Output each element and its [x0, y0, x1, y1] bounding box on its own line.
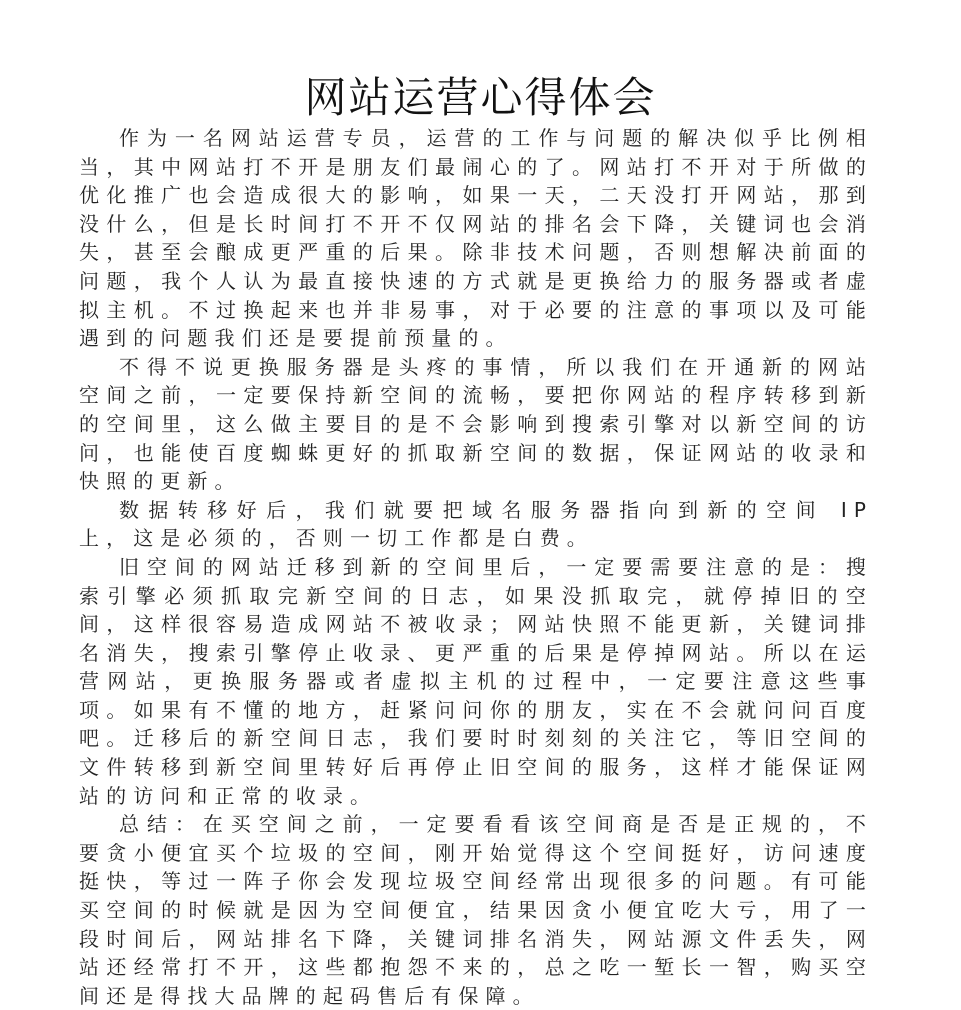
- paragraph-migration-notes: 旧空间的网站迁移到新的空间里后，一定要需要注意的是：搜索引擎必须抓取完新空间的日志，如果没抓取完，就停掉旧的空间，这样很容易造成网站不被收录；网站快照不能更新，关键词排名消失，搜索引擎停止收录、更严重的后果是停掉网站。所以在运营网站，更换服务器或者虚拟主机的过程中，一定要注意这些事项。如果有不懂的地方，赶紧问问你的朋友，实在不会就问问百度吧。迁移后的新空间日志，我们要时时刻刻的关注它，等旧空间的文件转移到新空间里转好后再停止旧空间的服务，这样才能保证网站的访问和正常的收录。: [79, 554, 873, 808]
- paragraph-dns-switch: 数据转移好后，我们就要把域名服务器指向到新的空间 IP 上，这是必须的，否则一切工作都是白费。: [79, 497, 873, 551]
- paragraph-server-change: 不得不说更换服务器是头疼的事情，所以我们在开通新的网站空间之前，一定要保持新空间的流畅，要把你网站的程序转移到新的空间里，这么做主要目的是不会影响到搜索引擎对以新空间的访问，也能使百度蜘蛛更好的抓取新空间的数据，保证网站的收录和快照的更新。: [79, 354, 873, 494]
- paragraph-intro: 作为一名网站运营专员，运营的工作与问题的解决似乎比例相当，其中网站打不开是朋友们最闹心的了。网站打不开对于所做的优化推广也会造成很大的影响，如果一天，二天没打开网站，那到没什么，但是长时间打不开不仅网站的排名会下降，关键词也会消失，甚至会酿成更严重的后果。除非技术问题，否则想解决前面的问题，我个人认为最直接快速的方式就是更换给力的服务器或者虚拟主机。不过换起来也并非易事，对于必要的注意的事项以及可能遇到的问题我们还是要提前预量的。: [79, 126, 873, 351]
- document-body: [79, 124, 873, 1010]
- document-title: 网站运营心得体会: [304, 73, 657, 123]
- paragraph-summary: 总结：在买空间之前，一定要看看该空间商是否是正规的，不要贪小便宜买个垃圾的空间，刚开始觉得这个空间挺好，访问速度挺快，等过一阵子你会发现垃圾空间经常出现很多的问题。有可能买空间的时候就是因为空间便宜，结果因贪小便宜吃大亏，用了一段时间后，网站排名下降，关键词排名消失，网站源文件丢失，网站还经常打不开，这些都抱怨不来的，总之吃一堑长一智，购买空间还是得找大品牌的起码售后有保障。: [79, 812, 873, 1008]
